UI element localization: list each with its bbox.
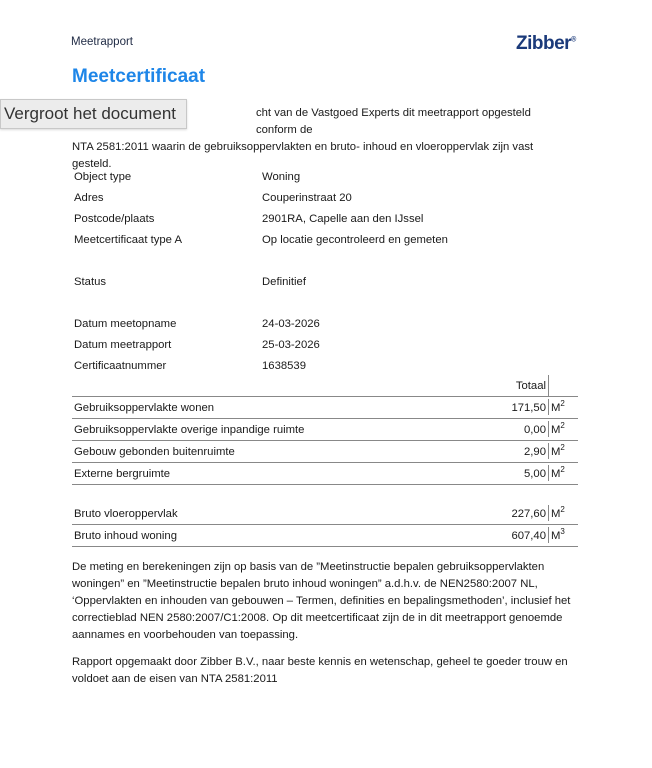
- table-row: [72, 441, 578, 463]
- info-value: Woning: [262, 171, 301, 183]
- total-header-label: Totaal: [515, 380, 546, 392]
- info-label: Certificaatnummer: [74, 360, 167, 372]
- table-row: [72, 397, 578, 419]
- row-unit: [548, 443, 565, 459]
- unit-exponent: 3: [560, 527, 565, 536]
- report-statement-paragraph: Rapport opgemaakt door Zibber B.V., naar beste kennis en wetenschap, geheel te goeder trouw en voldoet aan de eisen van NTA 2581:2011: [72, 656, 568, 685]
- info-value: 25-03-2026: [262, 339, 320, 351]
- unit-exponent: 2: [560, 443, 565, 452]
- info-value: 1638539: [262, 360, 306, 372]
- info-value: Couperinstraat 20: [262, 192, 352, 204]
- info-value: Op locatie gecontroleerd en gemeten: [262, 234, 448, 246]
- row-label: Externe bergruimte: [74, 468, 171, 480]
- row-label: Gebouw gebonden buitenruimte: [74, 446, 235, 458]
- table-row: [72, 419, 578, 441]
- column-divider: [548, 375, 549, 396]
- row-value: 0,00: [524, 424, 546, 436]
- unit-letter: M: [551, 402, 561, 414]
- info-label: Status: [74, 276, 107, 288]
- intro-line-3: gesteld.: [72, 158, 112, 170]
- intro-line-1: cht van de Vastgoed Experts dit meetrapport opgesteld conform de: [256, 107, 531, 136]
- row-value: 171,50: [511, 402, 546, 414]
- methodology-paragraph: De meting en berekeningen zijn op basis van de ”Meetinstructie bepalen gebruiksoppervlakten woningen” en ”Meetinstructie bepalen bruto inhoud woningen” a.d.h.v. de NEN2580:2007 NL, ‘Oppervlakten en inhouden van gebouwen – Termen, definities en bepalingsmethoden’, inclusief het correctieblad NEN 2580:2007/C1:2008. Op dit meetcertificaat zijn de in dit meetrapport genoemde aannames en voorbehouden van toepassing.: [72, 561, 571, 641]
- row-unit: [548, 465, 565, 481]
- row-unit: [548, 505, 565, 521]
- row-value: 5,00: [524, 468, 546, 480]
- row-label: Bruto inhoud woning: [74, 530, 178, 542]
- info-label: Datum meetopname: [74, 318, 177, 330]
- table-row: [72, 463, 578, 485]
- logo-mark: ®: [571, 36, 576, 44]
- table-row: [72, 525, 578, 547]
- unit-letter: M: [551, 468, 561, 480]
- page-title: Meetcertificaat: [72, 66, 206, 87]
- info-label: Object type: [74, 171, 132, 183]
- unit-exponent: 2: [560, 465, 565, 474]
- row-unit: [548, 399, 565, 415]
- row-label: Gebruiksoppervlakte overige inpandige ruimte: [74, 424, 305, 436]
- intro-line-2: NTA 2581:2011 waarin de gebruiksoppervlakten en bruto- inhoud en vloeroppervlak zijn vast: [72, 141, 534, 153]
- enlarge-document-tooltip[interactable]: Vergroot het document: [0, 99, 187, 129]
- row-value: 2,90: [524, 446, 546, 458]
- unit-exponent: 2: [560, 399, 565, 408]
- row-label: Gebruiksoppervlakte wonen: [74, 402, 215, 414]
- table-total-header: [72, 375, 578, 396]
- unit-exponent: 2: [560, 421, 565, 430]
- info-label: Datum meetrapport: [74, 339, 172, 351]
- info-label: Postcode/plaats: [74, 213, 155, 225]
- info-label: Adres: [74, 192, 104, 204]
- unit-letter: M: [551, 446, 561, 458]
- unit-letter: M: [551, 424, 561, 436]
- info-label: Meetcertificaat type A: [74, 234, 182, 246]
- info-value: Definitief: [262, 276, 306, 288]
- report-header-label: Meetrapport: [71, 36, 134, 48]
- unit-letter: M: [551, 508, 561, 520]
- unit-exponent: 2: [560, 505, 565, 514]
- zibber-logo: [516, 33, 576, 55]
- row-unit: [548, 527, 565, 543]
- row-label: Bruto vloeroppervlak: [74, 508, 178, 520]
- info-value: 2901RA, Capelle aan den IJssel: [262, 213, 424, 225]
- row-unit: [548, 421, 565, 437]
- info-value: 24-03-2026: [262, 318, 320, 330]
- row-value: 607,40: [511, 530, 546, 542]
- table-row: [72, 503, 578, 525]
- logo-text: Zibber: [516, 33, 572, 54]
- bruto-table: [72, 503, 578, 547]
- row-value: 227,60: [511, 508, 546, 520]
- unit-letter: M: [551, 530, 561, 542]
- area-table: [72, 396, 578, 485]
